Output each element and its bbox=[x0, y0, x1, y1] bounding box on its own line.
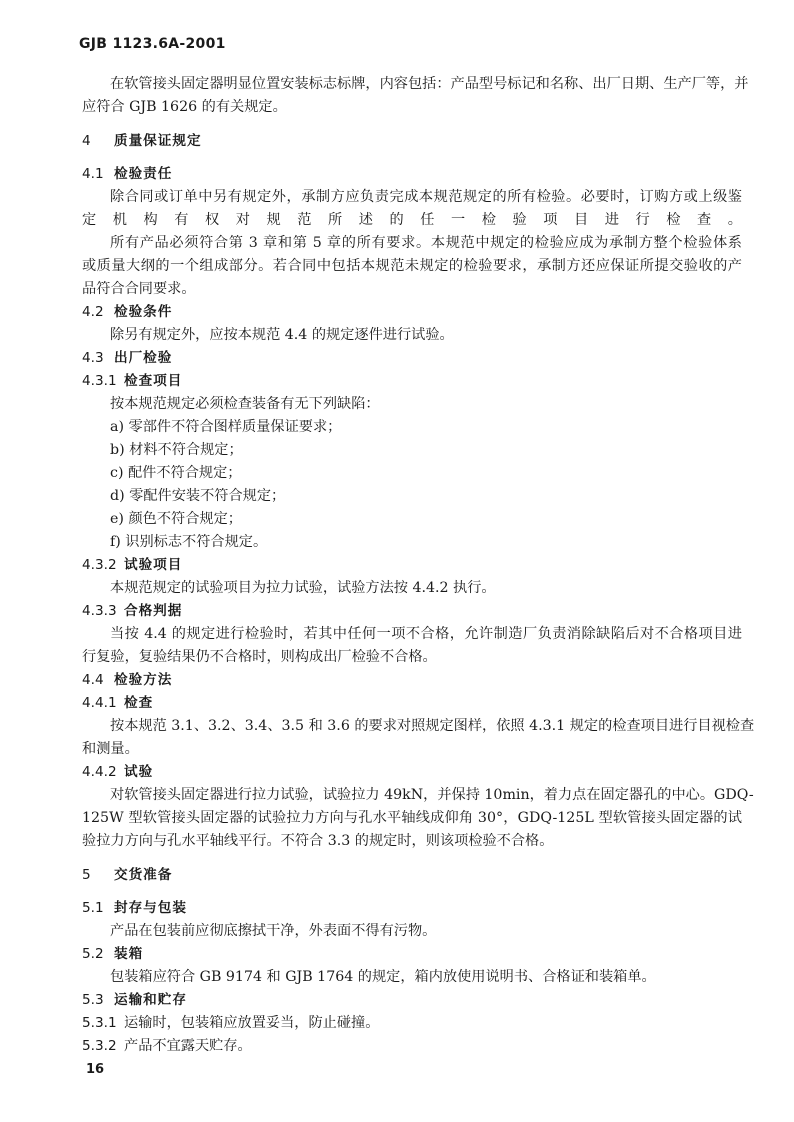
section-title: 检查 bbox=[124, 695, 154, 711]
paragraph-line: 验拉力方向与孔水平轴线平行。不符合 3.3 的规定时，则该项检验不合格。 bbox=[82, 833, 554, 849]
paragraph-line: 包装箱应符合 GB 9174 和 GJB 1764 的规定，箱内放使用说明书、合格证和装箱单。 bbox=[110, 969, 656, 985]
section-number: 5.1 bbox=[82, 900, 104, 916]
section-heading bbox=[82, 302, 172, 322]
section-title: 检验条件 bbox=[114, 304, 173, 320]
section-number: 5.2 bbox=[82, 946, 104, 962]
section-number: 4.2 bbox=[82, 304, 104, 320]
section-number: 4 bbox=[82, 133, 91, 149]
section-heading bbox=[82, 944, 143, 964]
section-heading bbox=[82, 1036, 252, 1056]
paragraph-line: 品符合合同要求。 bbox=[82, 281, 196, 297]
paragraph-line: 运输时，包装箱应放置妥当，防止碰撞。 bbox=[124, 1015, 380, 1031]
list-item: e) 颜色不符合规定； bbox=[110, 511, 242, 527]
paragraph-line: 或质量大纲的一个组成部分。若合同中包括本规范未规定的检验要求，承制方还应保证所提交验收的产 bbox=[82, 258, 742, 274]
section-heading bbox=[82, 601, 182, 621]
section-number: 5.3.1 bbox=[82, 1015, 117, 1031]
section-number: 5 bbox=[82, 867, 91, 883]
section-title: 试验项目 bbox=[124, 557, 183, 573]
section-heading bbox=[82, 348, 172, 368]
section-number: 4.3 bbox=[82, 350, 104, 366]
section-heading bbox=[82, 898, 187, 918]
section-title: 出厂检验 bbox=[114, 350, 173, 366]
section-heading bbox=[82, 693, 153, 713]
paragraph-line: 除另有规定外，应按本规范 4.4 的规定逐件进行试验。 bbox=[110, 327, 454, 343]
section-heading bbox=[82, 555, 182, 575]
paragraph-line: 当按 4.4 的规定进行检验时，若其中任何一项不合格，允许制造厂负责消除缺陷后对不合格项目进 bbox=[110, 626, 742, 642]
section-title: 交货准备 bbox=[114, 867, 173, 883]
paragraph-line: 按本规范规定必须检查装备有无下列缺陷： bbox=[110, 396, 380, 412]
section-title: 合格判据 bbox=[124, 603, 183, 619]
section-number: 5.3.2 bbox=[82, 1038, 117, 1054]
section-number: 4.4.2 bbox=[82, 764, 117, 780]
paragraph-line: 对软管接头固定器进行拉力试验，试验拉力 49kN，并保持 10min，着力点在固定器孔的中心。GDQ- bbox=[110, 787, 754, 803]
section-heading bbox=[82, 131, 202, 151]
section-number: 5.3 bbox=[82, 992, 104, 1008]
section-title: 质量保证规定 bbox=[114, 133, 202, 149]
section-title: 封存与包装 bbox=[114, 900, 187, 916]
section-title: 装箱 bbox=[114, 946, 144, 962]
paragraph-line: 在软管接头固定器明显位置安装标志标牌，内容包括：产品型号标记和名称、出厂日期、生产厂等，并 bbox=[110, 76, 749, 92]
paragraph-line: 125W 型软管接头固定器的试验拉力方向与孔水平轴线成仰角 30°，GDQ-125L 型软管接头固定器的试 bbox=[82, 810, 742, 826]
paragraph-line: 除合同或订单中另有规定外，承制方应负责完成本规范规定的所有检验。必要时，订购方或上级鉴 bbox=[110, 189, 742, 205]
section-heading bbox=[82, 990, 187, 1010]
paragraph-line: 本规范规定的试验项目为拉力试验，试验方法按 4.4.2 执行。 bbox=[110, 580, 496, 596]
section-number: 4.4 bbox=[82, 672, 104, 688]
page-number: 16 bbox=[86, 1062, 105, 1077]
paragraph-line: 所有产品必须符合第 3 章和第 5 章的所有要求。本规范中规定的检验应成为承制方整个检验体系 bbox=[110, 235, 742, 251]
section-title: 检验责任 bbox=[114, 166, 173, 182]
paragraph-line: 定机构有权对规范所述的任一检验项目进行检查。 bbox=[82, 212, 742, 228]
section-heading bbox=[82, 670, 172, 690]
list-item: f) 识别标志不符合规定。 bbox=[110, 534, 268, 550]
paragraph-line: 产品在包装前应彻底擦拭干净，外表面不得有污物。 bbox=[110, 923, 437, 939]
section-number: 4.3.3 bbox=[82, 603, 117, 619]
document-header: GJB 1123.6A-2001 bbox=[79, 36, 226, 52]
section-title: 检查项目 bbox=[124, 373, 183, 389]
section-number: 4.1 bbox=[82, 166, 104, 182]
section-heading bbox=[82, 371, 182, 391]
section-heading bbox=[82, 865, 172, 885]
section-number: 4.3.1 bbox=[82, 373, 117, 389]
list-item: d) 零配件安装不符合规定； bbox=[110, 488, 286, 504]
paragraph-line: 按本规范 3.1、3.2、3.4、3.5 和 3.6 的要求对照规定图样，依照 4.3.1 规定的检查项目进行目视检查 bbox=[110, 718, 755, 734]
section-title: 检验方法 bbox=[114, 672, 173, 688]
paragraph-line: 产品不宜露天贮存。 bbox=[124, 1038, 252, 1054]
section-number: 4.3.2 bbox=[82, 557, 117, 573]
paragraph-line: 和测量。 bbox=[82, 741, 139, 757]
section-heading bbox=[82, 762, 153, 782]
paragraph-line: 行复验，复验结果仍不合格时，则构成出厂检验不合格。 bbox=[82, 649, 437, 665]
section-number: 4.4.1 bbox=[82, 695, 117, 711]
section-title: 试验 bbox=[124, 764, 154, 780]
section-heading bbox=[82, 164, 172, 184]
section-heading bbox=[82, 1013, 379, 1033]
section-title: 运输和贮存 bbox=[114, 992, 187, 1008]
list-item: a) 零部件不符合图样质量保证要求； bbox=[110, 419, 342, 435]
list-item: b) 材料不符合规定； bbox=[110, 442, 243, 458]
list-item: c) 配件不符合规定； bbox=[110, 465, 242, 481]
paragraph-line: 应符合 GJB 1626 的有关规定。 bbox=[82, 99, 287, 115]
